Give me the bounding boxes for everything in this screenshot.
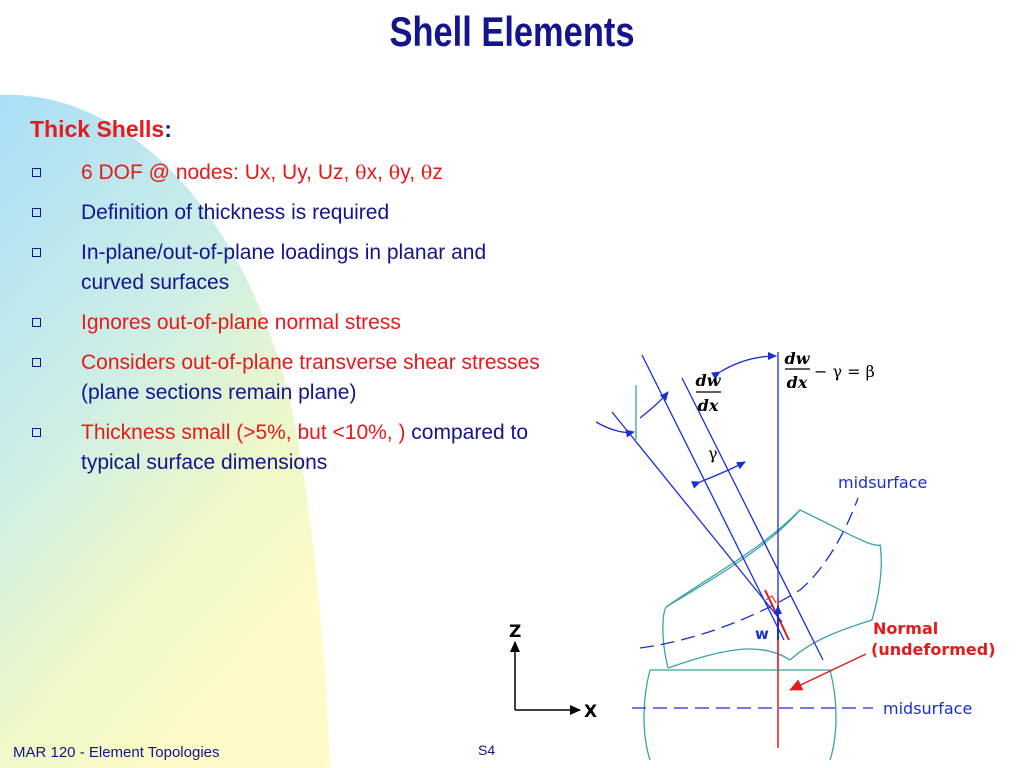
normal-label-line1: Normal xyxy=(873,619,939,638)
rotated-line-long xyxy=(682,378,823,660)
svg-text:dw: dw xyxy=(784,349,810,368)
undeformed-shell-outline xyxy=(644,670,836,760)
deformed-shell-bottom-curve xyxy=(668,649,790,668)
dwdx-arc-arrow xyxy=(640,392,668,418)
svg-text:dx: dx xyxy=(697,396,719,415)
heading-colon: : xyxy=(164,116,172,142)
tick-arc-left xyxy=(596,422,634,433)
bullet-list xyxy=(30,158,550,488)
tangent-line xyxy=(612,412,782,622)
svg-text:− γ = β: − γ = β xyxy=(814,362,875,381)
square-bullet-icon xyxy=(32,358,41,367)
bullet-item: Thickness small (>5%, but <10%, ) compared to typical surface dimensions xyxy=(30,418,550,478)
shell-deformation-diagram xyxy=(490,335,1024,768)
x-axis-label: X xyxy=(584,702,598,722)
equation-top xyxy=(785,349,875,392)
equation-left xyxy=(696,371,722,415)
gamma-label: γ xyxy=(708,444,718,463)
gamma-arc-arrow xyxy=(700,462,745,482)
footer-course-label: MAR 120 - Element Topologies xyxy=(13,744,220,761)
bullet-item: Ignores out-of-plane normal stress xyxy=(30,308,550,338)
w-label: w xyxy=(755,625,769,643)
square-bullet-icon xyxy=(32,428,41,437)
bullet-item: 6 DOF @ nodes: Ux, Uy, Uz, θx, θy, θz xyxy=(30,158,550,188)
footer-slide-number: S4 xyxy=(478,742,496,758)
section-heading xyxy=(30,116,172,143)
svg-text:dx: dx xyxy=(786,373,808,392)
square-bullet-icon xyxy=(32,168,41,177)
deformed-shell-top-curve xyxy=(666,510,800,607)
bullet-item: In-plane/out-of-plane loadings in planar and curved surfaces xyxy=(30,238,550,298)
normal-label-line2: (undeformed) xyxy=(871,640,996,659)
heading-text: Thick Shells xyxy=(30,116,165,142)
midsurface-curved-line xyxy=(640,498,858,648)
bullet-item: Considers out-of-plane transverse shear stresses (plane sections remain plane) xyxy=(30,348,550,408)
square-bullet-icon xyxy=(32,318,41,327)
slide-title: Shell Elements xyxy=(389,8,635,55)
svg-text:dw: dw xyxy=(695,371,721,390)
midsurface-bottom-label: midsurface xyxy=(883,699,973,718)
z-axis-label: Z xyxy=(509,622,522,642)
bullet-item: Definition of thickness is required xyxy=(30,198,550,228)
normal-pointer-arrow xyxy=(790,654,866,690)
beta-arc-arrow xyxy=(720,356,776,372)
square-bullet-icon xyxy=(32,208,41,217)
midsurface-top-label: midsurface xyxy=(838,473,928,492)
square-bullet-icon xyxy=(32,248,41,257)
